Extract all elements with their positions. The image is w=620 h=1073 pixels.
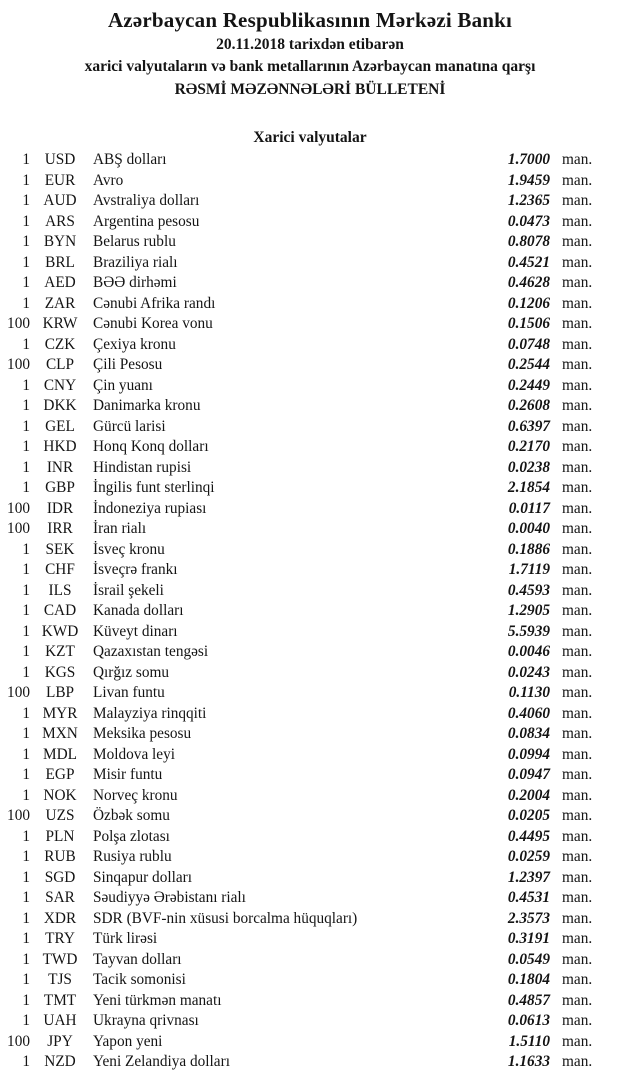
currency-code: MYR <box>42 704 78 722</box>
currency-unit-label: man. <box>562 663 593 681</box>
currency-rate: 0.0473 <box>507 212 550 230</box>
currency-name: Norveç kronu <box>93 786 178 804</box>
currency-rate: 2.1854 <box>507 479 550 497</box>
currency-unit-label: man. <box>562 1012 593 1030</box>
currency-quantity: 100 <box>7 499 30 517</box>
currency-row <box>0 150 620 171</box>
currency-name: Yeni Zelandiya dolları <box>93 1053 230 1071</box>
currency-row <box>0 1011 620 1032</box>
currency-row <box>0 253 620 274</box>
currency-rate: 0.8078 <box>507 233 550 251</box>
currency-code: KZT <box>45 643 75 661</box>
currency-rate: 0.0994 <box>507 745 550 763</box>
currency-rate: 5.5939 <box>507 622 550 640</box>
currency-rate: 1.5110 <box>508 1032 550 1050</box>
currency-name: ABŞ dolları <box>93 151 167 169</box>
currency-row <box>0 786 620 807</box>
currency-unit-label: man. <box>562 786 593 804</box>
currency-name: İsrail şekeli <box>93 581 164 599</box>
currency-row <box>0 1032 620 1053</box>
currency-rate: 1.9459 <box>507 171 550 189</box>
currency-name: Gürcü larisi <box>93 417 166 435</box>
currency-rate: 0.3191 <box>507 930 550 948</box>
currency-row <box>0 622 620 643</box>
currency-row <box>0 212 620 233</box>
currency-row <box>0 642 620 663</box>
currency-unit-label: man. <box>562 581 593 599</box>
currency-name: Tayvan dolları <box>93 950 182 968</box>
currency-name: Qazaxıstan tengəsi <box>93 643 209 661</box>
currency-quantity: 1 <box>22 745 30 763</box>
currency-unit-label: man. <box>562 848 593 866</box>
currency-quantity: 100 <box>7 1032 30 1050</box>
currency-rate: 0.4857 <box>507 991 550 1009</box>
currency-unit-label: man. <box>562 561 593 579</box>
currency-name: İngilis funt sterlinqi <box>93 479 215 497</box>
currency-code: SEK <box>45 540 75 558</box>
currency-rate: 0.2449 <box>507 376 550 394</box>
currency-code: SAR <box>45 889 75 907</box>
currency-code: USD <box>44 151 76 169</box>
currency-quantity: 100 <box>7 520 30 538</box>
currency-name: Polşa zlotası <box>93 827 170 845</box>
currency-quantity: 1 <box>22 335 30 353</box>
currency-code: RUB <box>44 848 76 866</box>
currency-rate: 0.1804 <box>507 971 550 989</box>
currency-row <box>0 1052 620 1073</box>
currency-code: HKD <box>43 438 77 456</box>
currency-code: SGD <box>44 868 76 886</box>
currency-name: Honq Konq dolları <box>93 438 209 456</box>
currency-name: Braziliya rialı <box>93 253 178 271</box>
currency-rate: 0.6397 <box>507 417 550 435</box>
currency-rate: 0.4593 <box>507 581 550 599</box>
currency-code: IRR <box>47 520 73 538</box>
currency-quantity: 1 <box>22 458 30 476</box>
currency-name: Türk lirəsi <box>93 930 158 948</box>
currency-quantity: 100 <box>7 315 30 333</box>
currency-quantity: 1 <box>22 663 30 681</box>
currency-name: Tacik somonisi <box>93 971 186 989</box>
currency-row <box>0 294 620 315</box>
currency-code: CLP <box>45 356 75 374</box>
currency-unit-label: man. <box>562 356 593 374</box>
currency-row <box>0 888 620 909</box>
currency-row <box>0 663 620 684</box>
currency-quantity: 1 <box>22 192 30 210</box>
currency-code: GEL <box>45 417 75 435</box>
currency-name: Özbək somu <box>93 807 170 825</box>
currency-unit-label: man. <box>562 1032 593 1050</box>
currency-name: İran rialı <box>93 520 147 538</box>
currency-quantity: 1 <box>22 889 30 907</box>
currency-code: CZK <box>44 335 76 353</box>
currency-unit-label: man. <box>562 212 593 230</box>
currency-name: Danimarka kronu <box>93 397 201 415</box>
currency-name: Kanada dolları <box>93 602 184 620</box>
currency-rate: 0.2170 <box>507 438 550 456</box>
currency-quantity: 1 <box>22 971 30 989</box>
currency-unit-label: man. <box>562 151 593 169</box>
currency-name: Yapon yeni <box>93 1032 163 1050</box>
currency-quantity: 1 <box>22 930 30 948</box>
currency-code: JPY <box>47 1032 73 1050</box>
currency-code: AUD <box>43 192 77 210</box>
currency-name: Yeni türkmən manatı <box>93 991 222 1009</box>
currency-quantity: 1 <box>22 602 30 620</box>
currency-unit-label: man. <box>562 950 593 968</box>
currency-unit-label: man. <box>562 725 593 743</box>
currency-rate: 0.2004 <box>507 786 550 804</box>
currency-row <box>0 745 620 766</box>
currency-unit-label: man. <box>562 417 593 435</box>
currency-unit-label: man. <box>562 376 593 394</box>
currency-unit-label: man. <box>562 479 593 497</box>
currency-row <box>0 171 620 192</box>
currency-name: Malayziya rinqqiti <box>93 704 207 722</box>
currency-rate: 0.0238 <box>507 458 550 476</box>
currency-unit-label: man. <box>562 622 593 640</box>
currency-code: ARS <box>45 212 75 230</box>
currency-code: CAD <box>43 602 77 620</box>
currency-name: Belarus rublu <box>93 233 176 251</box>
currency-row <box>0 232 620 253</box>
currency-unit-label: man. <box>562 704 593 722</box>
currency-code: UAH <box>43 1012 77 1030</box>
currency-code: DKK <box>43 397 77 415</box>
subject-line: xarici valyutaların və bank metallarının Azərbaycan manatına qarşı <box>84 58 536 76</box>
currency-code: MXN <box>42 725 78 743</box>
currency-name: Çili Pesosu <box>93 356 163 374</box>
currency-quantity: 1 <box>22 725 30 743</box>
currency-code: EUR <box>44 171 76 189</box>
currency-name: Cənubi Korea vonu <box>93 315 213 333</box>
currency-rate: 1.2397 <box>507 868 550 886</box>
currency-unit-label: man. <box>562 868 593 886</box>
currency-quantity: 1 <box>22 253 30 271</box>
currency-quantity: 1 <box>22 581 30 599</box>
currency-name: Rusiya rublu <box>93 848 172 866</box>
currency-row <box>0 929 620 950</box>
currency-rate: 1.2905 <box>507 602 550 620</box>
currency-quantity: 1 <box>22 786 30 804</box>
currency-code: ZAR <box>44 294 76 312</box>
currency-rate: 0.0748 <box>507 335 550 353</box>
currency-code: KWD <box>41 622 79 640</box>
currency-unit-label: man. <box>562 274 593 292</box>
currency-code: UZS <box>45 807 75 825</box>
currency-rate: 0.1506 <box>507 315 550 333</box>
currency-rate: 0.0117 <box>508 499 550 517</box>
currency-row <box>0 806 620 827</box>
currency-quantity: 1 <box>22 1012 30 1030</box>
currency-quantity: 1 <box>22 991 30 1009</box>
currency-rate: 1.7000 <box>507 151 550 169</box>
currency-row <box>0 458 620 479</box>
currency-row <box>0 335 620 356</box>
currency-rate: 0.0549 <box>507 950 550 968</box>
currency-code: GBP <box>45 479 75 497</box>
currency-quantity: 1 <box>22 212 30 230</box>
currency-row <box>0 991 620 1012</box>
currency-code: BRL <box>45 253 75 271</box>
currency-code: CNY <box>43 376 77 394</box>
currency-row <box>0 519 620 540</box>
currency-rate: 0.0613 <box>507 1012 550 1030</box>
currency-code: TWD <box>42 950 78 968</box>
currency-rate: 1.1633 <box>507 1053 550 1071</box>
currency-rate: 2.3573 <box>507 909 550 927</box>
currency-name: İsveçrə frankı <box>93 561 178 579</box>
currency-rate: 0.1886 <box>507 540 550 558</box>
currency-unit-label: man. <box>562 335 593 353</box>
currency-unit-label: man. <box>562 1053 593 1071</box>
currency-unit-label: man. <box>562 930 593 948</box>
currency-quantity: 1 <box>22 622 30 640</box>
currency-row <box>0 724 620 745</box>
currency-unit-label: man. <box>562 192 593 210</box>
currency-name: Səudiyyə Ərəbistanı rialı <box>93 889 246 907</box>
currency-unit-label: man. <box>562 520 593 538</box>
currency-unit-label: man. <box>562 827 593 845</box>
currency-row <box>0 499 620 520</box>
currency-unit-label: man. <box>562 253 593 271</box>
currency-unit-label: man. <box>562 991 593 1009</box>
currency-unit-label: man. <box>562 438 593 456</box>
currency-code: PLN <box>45 827 75 845</box>
currency-unit-label: man. <box>562 807 593 825</box>
currency-rate: 0.0040 <box>507 520 550 538</box>
currency-table <box>0 150 620 1073</box>
currency-row <box>0 540 620 561</box>
currency-unit-label: man. <box>562 540 593 558</box>
currency-code: KGS <box>44 663 76 681</box>
currency-name: Çexiya kronu <box>93 335 176 353</box>
currency-unit-label: man. <box>562 643 593 661</box>
currency-quantity: 1 <box>22 540 30 558</box>
currency-code: TJS <box>48 971 72 989</box>
currency-rate: 1.2365 <box>507 192 550 210</box>
currency-quantity: 1 <box>22 294 30 312</box>
currency-quantity: 1 <box>22 848 30 866</box>
section-title: Xarici valyutalar <box>253 129 367 147</box>
currency-code: AED <box>44 274 76 292</box>
currency-row <box>0 437 620 458</box>
bulletin-title: RƏSMİ MƏZƏNNƏLƏRİ BÜLLETENİ <box>174 80 446 98</box>
currency-row <box>0 376 620 397</box>
currency-quantity: 1 <box>22 950 30 968</box>
currency-name: SDR (BVF-nin xüsusi borcalma hüquqları) <box>93 909 358 927</box>
currency-unit-label: man. <box>562 171 593 189</box>
currency-row <box>0 909 620 930</box>
currency-quantity: 100 <box>7 356 30 374</box>
currency-rate: 0.0947 <box>507 766 550 784</box>
currency-rate: 0.1130 <box>508 684 550 702</box>
currency-code: ILS <box>48 581 72 599</box>
currency-row <box>0 765 620 786</box>
currency-rate: 0.0046 <box>507 643 550 661</box>
currency-row <box>0 827 620 848</box>
currency-row <box>0 683 620 704</box>
currency-code: MDL <box>43 745 77 763</box>
currency-quantity: 100 <box>7 807 30 825</box>
currency-code: LBP <box>45 684 75 702</box>
currency-row <box>0 355 620 376</box>
currency-name: İndoneziya rupiası <box>93 499 207 517</box>
currency-quantity: 1 <box>22 171 30 189</box>
currency-rate: 0.4628 <box>507 274 550 292</box>
currency-row <box>0 396 620 417</box>
currency-name: Cənubi Afrika randı <box>93 294 216 312</box>
currency-name: Avro <box>93 171 124 189</box>
currency-row <box>0 191 620 212</box>
currency-unit-label: man. <box>562 602 593 620</box>
currency-name: Küveyt dinarı <box>93 622 178 640</box>
currency-quantity: 1 <box>22 274 30 292</box>
currency-code: KRW <box>42 315 78 333</box>
currency-code: IDR <box>46 499 74 517</box>
currency-row <box>0 950 620 971</box>
currency-code: INR <box>46 458 74 476</box>
currency-quantity: 1 <box>22 1053 30 1071</box>
currency-row <box>0 417 620 438</box>
currency-name: İsveç kronu <box>93 540 165 558</box>
currency-unit-label: man. <box>562 889 593 907</box>
currency-quantity: 1 <box>22 827 30 845</box>
currency-rate: 0.0259 <box>507 848 550 866</box>
currency-row <box>0 314 620 335</box>
currency-rate: 0.0834 <box>507 725 550 743</box>
bank-title: Azərbaycan Respublikasının Mərkəzi Bankı <box>107 8 513 32</box>
currency-quantity: 100 <box>7 684 30 702</box>
currency-quantity: 1 <box>22 766 30 784</box>
currency-rate: 0.0243 <box>507 663 550 681</box>
currency-code: TMT <box>43 991 77 1009</box>
currency-row <box>0 868 620 889</box>
currency-name: Avstraliya dolları <box>93 192 200 210</box>
currency-unit-label: man. <box>562 909 593 927</box>
currency-name: Moldova leyi <box>93 745 175 763</box>
currency-quantity: 1 <box>22 643 30 661</box>
currency-unit-label: man. <box>562 499 593 517</box>
currency-name: Ukrayna qrivnası <box>93 1012 199 1030</box>
currency-row <box>0 601 620 622</box>
currency-quantity: 1 <box>22 704 30 722</box>
currency-name: Livan funtu <box>93 684 165 702</box>
currency-quantity: 1 <box>22 417 30 435</box>
currency-code: NOK <box>43 786 77 804</box>
currency-name: Misir funtu <box>93 766 163 784</box>
currency-row <box>0 970 620 991</box>
currency-row <box>0 478 620 499</box>
currency-unit-label: man. <box>562 294 593 312</box>
currency-unit-label: man. <box>562 745 593 763</box>
currency-unit-label: man. <box>562 315 593 333</box>
currency-rate: 0.0205 <box>507 807 550 825</box>
currency-code: BYN <box>43 233 77 251</box>
currency-rate: 0.2544 <box>507 356 550 374</box>
currency-quantity: 1 <box>22 376 30 394</box>
currency-rate: 0.4531 <box>507 889 550 907</box>
currency-unit-label: man. <box>562 684 593 702</box>
currency-name: Çin yuanı <box>93 376 153 394</box>
currency-quantity: 1 <box>22 868 30 886</box>
currency-name: Argentina pesosu <box>93 212 200 230</box>
currency-code: EGP <box>45 766 75 784</box>
currency-unit-label: man. <box>562 397 593 415</box>
currency-name: BƏƏ dirhəmi <box>93 274 177 292</box>
currency-code: TRY <box>45 930 75 948</box>
currency-rate: 1.7119 <box>508 561 550 579</box>
effective-date-line: 20.11.2018 tarixdən etibarən <box>216 36 404 53</box>
currency-quantity: 1 <box>22 233 30 251</box>
bulletin-header <box>0 0 620 101</box>
currency-unit-label: man. <box>562 766 593 784</box>
currency-rate: 0.4060 <box>507 704 550 722</box>
currency-quantity: 1 <box>22 151 30 169</box>
currency-unit-label: man. <box>562 458 593 476</box>
currency-quantity: 1 <box>22 438 30 456</box>
currency-code: XDR <box>43 909 77 927</box>
currency-quantity: 1 <box>22 909 30 927</box>
currency-row <box>0 581 620 602</box>
currency-rate: 0.1206 <box>507 294 550 312</box>
currency-unit-label: man. <box>562 233 593 251</box>
currency-quantity: 1 <box>22 479 30 497</box>
currency-rate: 0.4521 <box>507 253 550 271</box>
currency-row <box>0 847 620 868</box>
currency-row <box>0 560 620 581</box>
currency-code: CHF <box>45 561 75 579</box>
currency-row <box>0 704 620 725</box>
currency-name: Sinqapur dolları <box>93 868 192 886</box>
currency-quantity: 1 <box>22 397 30 415</box>
currency-code: NZD <box>44 1053 76 1071</box>
currency-name: Meksika pesosu <box>93 725 192 743</box>
currency-quantity: 1 <box>22 561 30 579</box>
currency-row <box>0 273 620 294</box>
currency-unit-label: man. <box>562 971 593 989</box>
currency-name: Hindistan rupisi <box>93 458 192 476</box>
currency-rate: 0.4495 <box>507 827 550 845</box>
currency-rate: 0.2608 <box>507 397 550 415</box>
currency-name: Qırğız somu <box>93 663 170 681</box>
